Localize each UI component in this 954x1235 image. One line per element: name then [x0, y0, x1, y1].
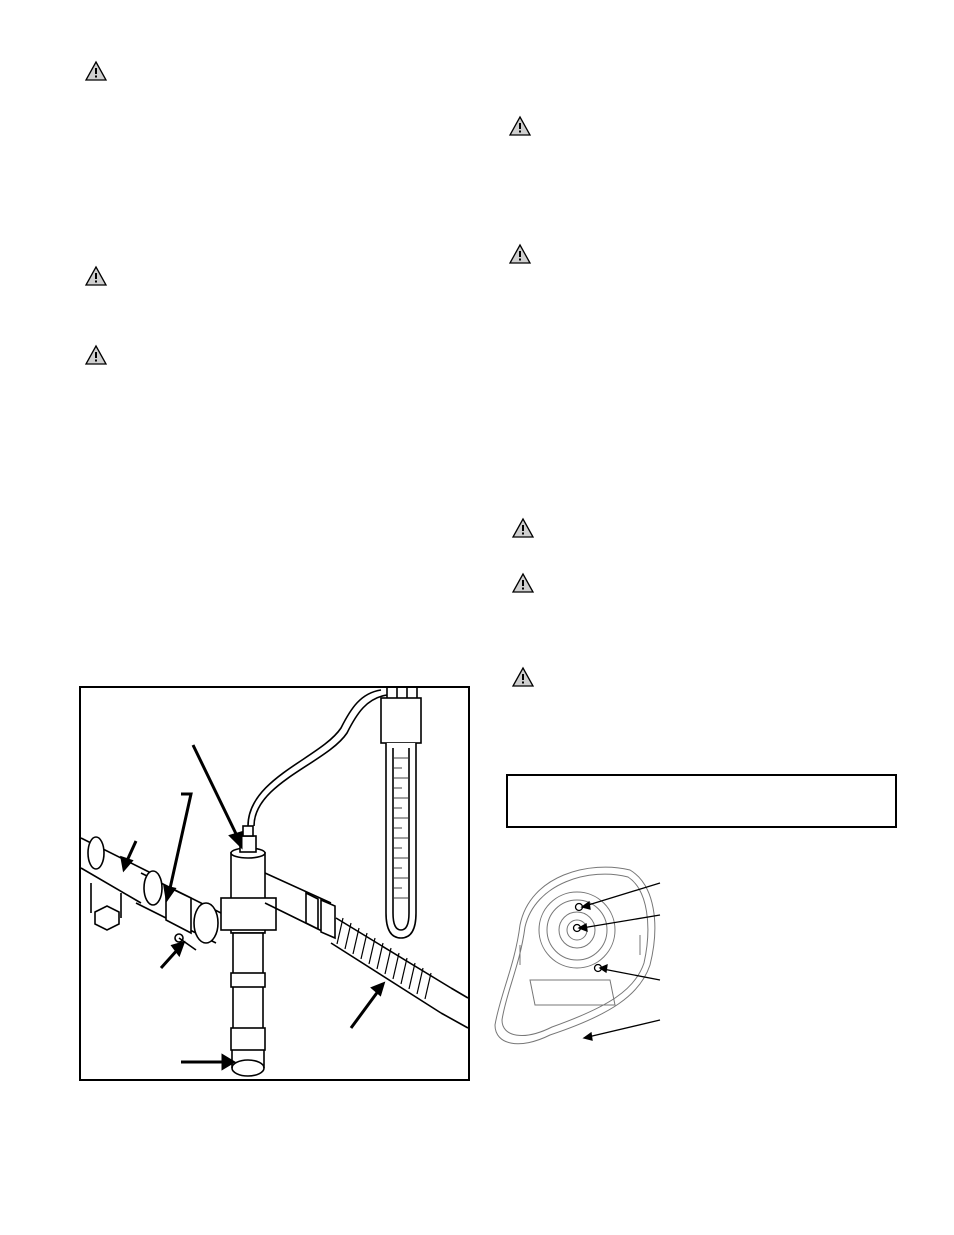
- warning-triangle-icon: [509, 244, 531, 264]
- gas-pipe-manometer-illustration: [81, 688, 468, 1079]
- warning-triangle-icon: [512, 573, 534, 593]
- warning-triangle-icon: [85, 345, 107, 365]
- burner-assembly-illustration: [490, 855, 670, 1070]
- warning-triangle-icon: [85, 266, 107, 286]
- burner-assembly-figure: [490, 855, 670, 1070]
- warning-triangle-icon: [512, 667, 534, 687]
- callout-box: [506, 774, 897, 828]
- gas-pipe-manometer-figure: [79, 686, 470, 1081]
- warning-triangle-icon: [85, 61, 107, 81]
- warning-triangle-icon: [512, 518, 534, 538]
- warning-triangle-icon: [509, 116, 531, 136]
